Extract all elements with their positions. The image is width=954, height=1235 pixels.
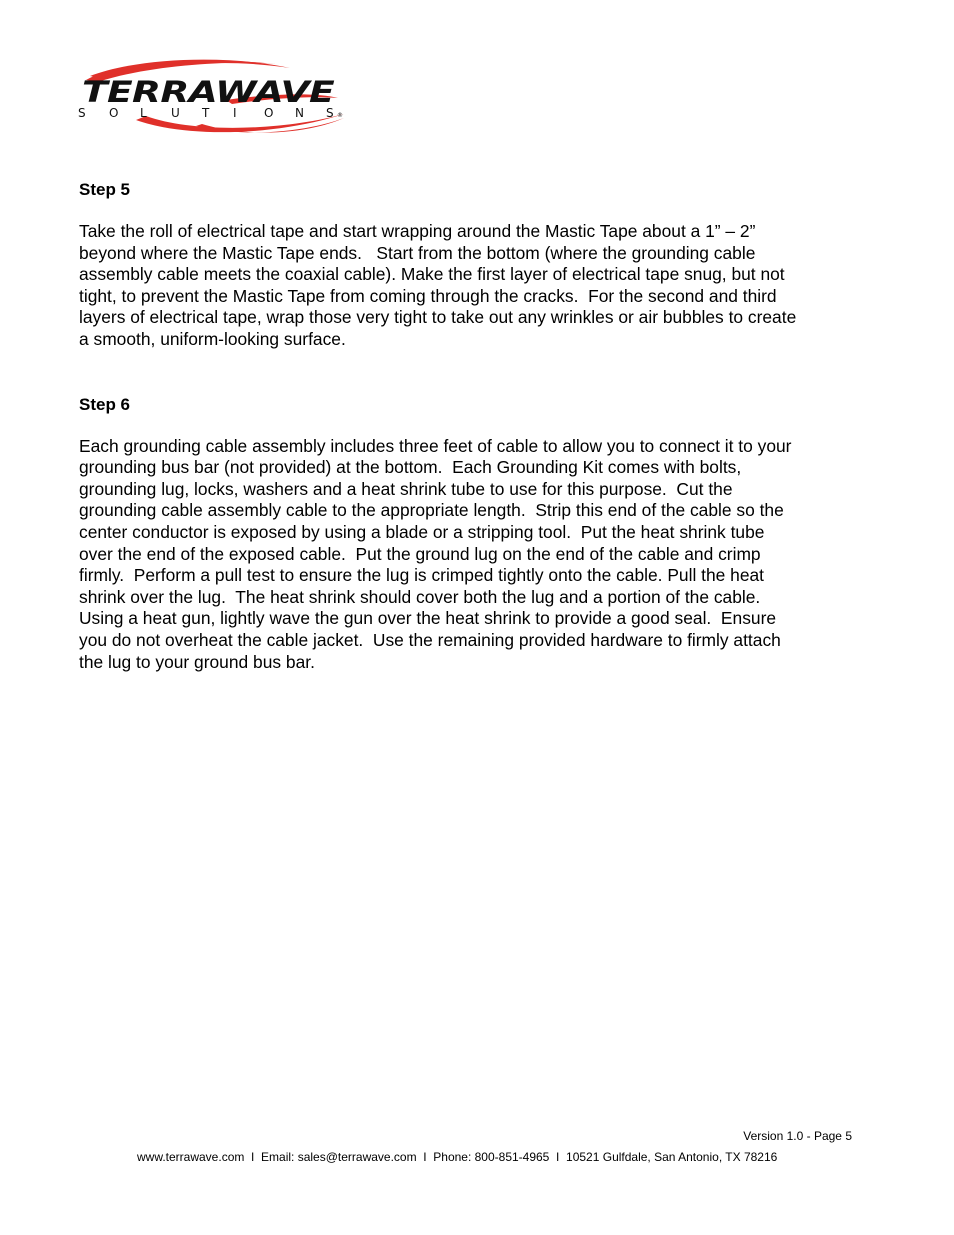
- company-logo: [76, 54, 348, 138]
- svg-text:N: N: [295, 106, 304, 120]
- svg-text:L: L: [140, 106, 147, 120]
- svg-text:I: I: [233, 106, 237, 120]
- svg-text:T: T: [202, 106, 210, 120]
- step-6-heading: Step 6: [79, 394, 131, 414]
- section-spacer: [79, 351, 879, 394]
- document-body: [79, 179, 879, 673]
- registered-mark: ®: [337, 112, 343, 119]
- footer-contact-line: www.terrawave.com I Email: sales@terrawave.com I Phone: 800-851-4965 I 10521 Gulfdale, San Antonio, TX 78216: [137, 1150, 778, 1164]
- svg-text:U: U: [171, 106, 180, 120]
- step-6-section: [79, 394, 879, 674]
- step-5-heading: Step 5: [79, 180, 131, 199]
- svg-text:S: S: [78, 106, 86, 120]
- step-5-section: [79, 179, 879, 351]
- svg-text:O: O: [264, 106, 274, 120]
- svg-text:O: O: [109, 106, 119, 120]
- version-page-label: Version 1.0 - Page 5: [743, 1129, 852, 1143]
- svg-text:S: S: [326, 106, 334, 120]
- logo-wordmark: TERRAWAVE: [82, 75, 335, 109]
- step-5-body: Take the roll of electrical tape and start wrapping around the Mastic Tape about a 1” – 2” beyond where the Mastic Tape ends. Start from the bottom (where the grounding cable assembly cable meets the coaxial cable). Make the first layer of electrical tape snug, but not tight, to prevent the Mastic Tape from coming through the cracks. For the second and third layers of electrical tape, wrap those very tight to take out any wrinkles or air bubbles to create a smooth, uniform-looking surface.: [79, 221, 797, 349]
- step-6-body: Each grounding cable assembly includes three feet of cable to allow you to connect it to your grounding bus bar (not provided) at the bottom. Each Grounding Kit comes with bolts, grounding lug, locks, washers and a heat shrink tube to use for this purpose. Cut the grounding cable assembly cable to the appropriate length. Strip this end of the cable so the center conductor is exposed by using a blade or a stripping tool. Put the heat shrink tube over the end of the exposed cable. Put the ground lug on the end of the cable and crimp firmly. Perform a pull test to ensure the lug is crimped tightly onto the cable. Pull the heat shrink over the lug. The heat shrink should cover both the lug and a portion of the cable. Using a heat gun, lightly wave the gun over the heat shrink to provide a good seal. Ensure you do not overheat the cable jacket. Use the remaining provided hardware to firmly attach the lug to your ground bus bar.: [79, 435, 792, 672]
- terrawave-logo-graphic: [76, 54, 348, 138]
